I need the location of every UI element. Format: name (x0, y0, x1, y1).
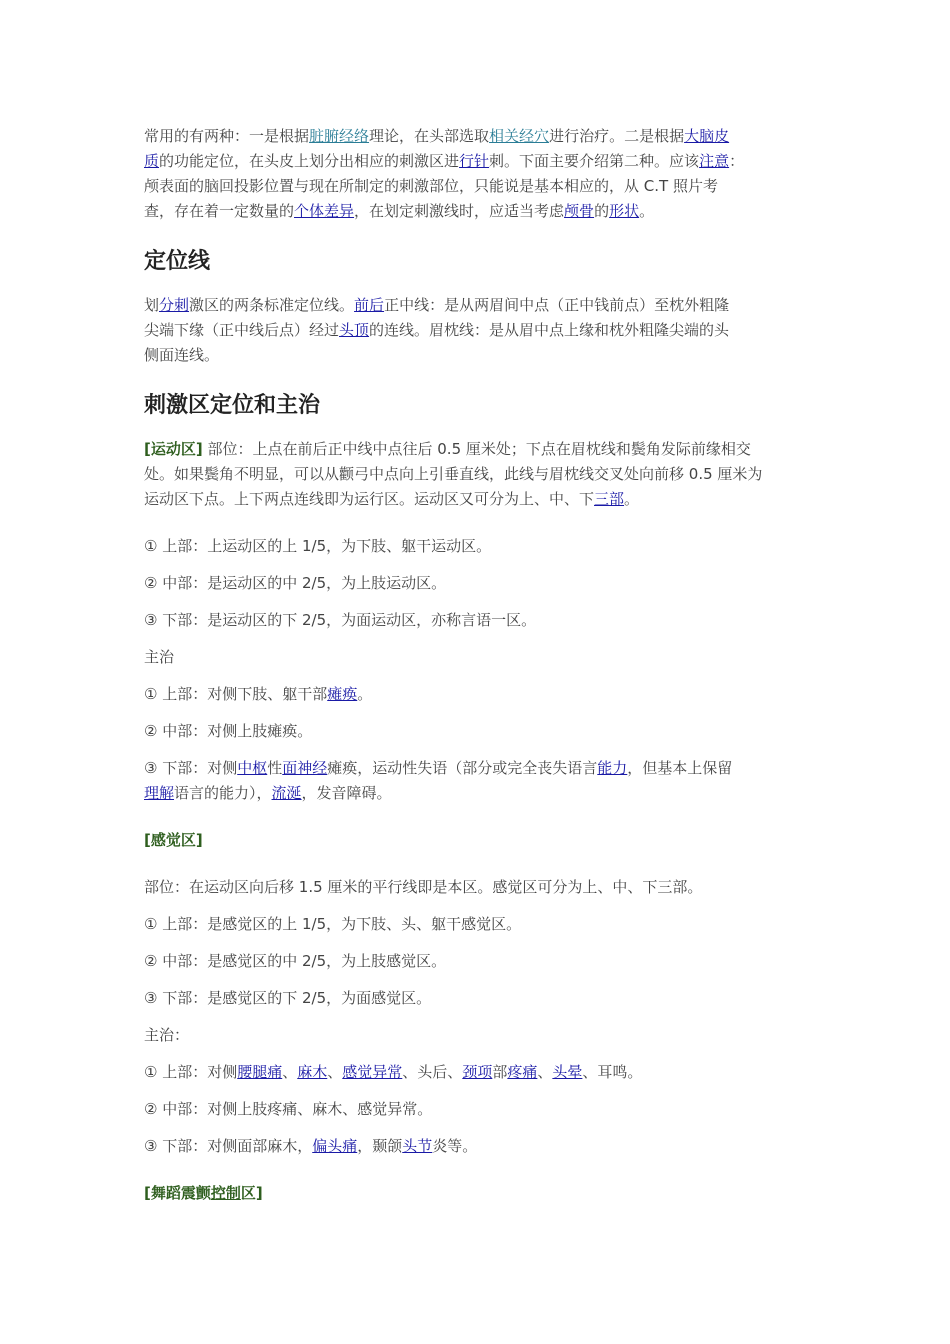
yundong-zhuzhi-1: ① 上部：对侧下肢、躯干部瘫痪。 (144, 685, 373, 703)
ganjue-line-1: 部位：在运动区向后移 1.5 厘米的平行线即是本区。感觉区可分为上、中、下三部。 (144, 878, 703, 896)
link-lijie[interactable]: 理解 (144, 784, 175, 802)
link-touyun[interactable]: 头晕 (552, 1063, 583, 1081)
yundong-tag: [运动区] (144, 440, 203, 458)
link-zangfu-jingluo[interactable]: 脏腑经络 (309, 127, 370, 145)
dwx-line-2: 尖端下缘（正中线后点）经过头顶的连线。眉枕线：是从眉中点上缘和枕外粗隆尖端的头 (144, 321, 730, 339)
heading-dingweixian: 定位线 (144, 249, 211, 274)
link-qianhou[interactable]: 前后 (354, 296, 385, 314)
link-yaotuitong[interactable]: 腰腿痛 (237, 1063, 283, 1081)
yundong-zhuzhi-3-cont: 理解语言的能力），流涎，发音障碍。 (144, 784, 392, 802)
intro-line-3: 颅表面的脑回投影位置与现在所制定的刺激部位，只能说是基本相应的，从 C.T 照片考 (144, 177, 718, 195)
link-tengtong[interactable]: 疼痛 (507, 1063, 538, 1081)
link-jingxiang[interactable]: 颈项 (462, 1063, 493, 1081)
link-liuxian[interactable]: 流涎 (271, 784, 302, 802)
yundong-line-1: [运动区] 部位：上点在前后正中线中点往后 0.5 厘米处；下点在眉枕线和鬓角发际前缘相交 (144, 440, 751, 458)
link-mianshenjing[interactable]: 面神经 (282, 759, 328, 777)
intro-line-1: 常用的有两种：一是根据脏腑经络理论，在头部选取相关经穴进行治疗。二是根据大脑皮 (144, 127, 730, 145)
link-danao-pizhi[interactable]: 大脑皮 (684, 127, 730, 145)
yundong-line-3: 运动区下点。上下两点连线即为运行区。运动区又可分为上、中、下三部。 (144, 490, 640, 508)
link-xingzhuang[interactable]: 形状 (609, 202, 640, 220)
yundong-part-2: ② 中部：是运动区的中 2/5，为上肢运动区。 (144, 574, 447, 592)
link-mamu[interactable]: 麻木 (297, 1063, 328, 1081)
yundong-zhuzhi-2: ② 中部：对侧上肢瘫痪。 (144, 722, 313, 740)
link-ganjue-yichang[interactable]: 感觉异常 (342, 1063, 403, 1081)
link-geti-chayi[interactable]: 个体差异 (294, 202, 355, 220)
link-zhongshu[interactable]: 中枢 (237, 759, 268, 777)
yundong-line-2: 处。如果鬓角不明显，可以从颧弓中点向上引垂直线，此线与眉枕线交叉处向前移 0.5 厘米为 (144, 465, 763, 483)
link-tanhuan[interactable]: 瘫痪 (327, 685, 358, 703)
link-xingzhen[interactable]: 行针 (459, 152, 490, 170)
link-kongzhi[interactable]: 控制 (210, 1184, 241, 1202)
link-zhi[interactable]: 质 (144, 152, 160, 170)
link-nengli[interactable]: 能力 (597, 759, 628, 777)
link-sanbu[interactable]: 三部 (594, 490, 625, 508)
link-xiangguan-jingxue[interactable]: 相关经穴 (489, 127, 550, 145)
ganjue-zhuzhi-3: ③ 下部：对侧面部麻木，偏头痛，颞颌头节炎等。 (144, 1137, 478, 1155)
intro-line-2: 质的功能定位，在头皮上划分出相应的刺激区进行针刺。下面主要介绍第二种。应该注意： (144, 152, 745, 170)
yundong-zhuzhi-3: ③ 下部：对侧中枢性面神经瘫痪，运动性失语（部分或完全丧失语言能力，但基本上保留 (144, 759, 733, 777)
ganjue-part-2: ② 中部：是感觉区的中 2/5，为上肢感觉区。 (144, 952, 447, 970)
yundong-zhuzhi-label: 主治 (144, 648, 175, 666)
link-toujie[interactable]: 头节 (402, 1137, 433, 1155)
yundong-part-3: ③ 下部：是运动区的下 2/5，为面运动区，亦称言语一区。 (144, 611, 537, 629)
yundong-part-1: ① 上部：上运动区的上 1/5，为下肢、躯干运动区。 (144, 537, 492, 555)
ganjue-part-3: ③ 下部：是感觉区的下 2/5，为面感觉区。 (144, 989, 432, 1007)
ganjue-zhuzhi-1: ① 上部：对侧腰腿痛、麻木、感觉异常、头后、颈项部疼痛、头晕、耳鸣。 (144, 1063, 643, 1081)
dwx-line-1: 划分刺激区的两条标准定位线。前后正中线：是从两眉间中点（正中钱前点）至枕外粗隆 (144, 296, 730, 314)
link-touding[interactable]: 头顶 (339, 321, 370, 339)
wudao-tag: [舞蹈震颤控制区] (144, 1184, 263, 1202)
ganjue-zhuzhi-label: 主治： (144, 1026, 190, 1044)
link-piantoutong[interactable]: 偏头痛 (312, 1137, 358, 1155)
ganjue-part-1: ① 上部：是感觉区的上 1/5，为下肢、头、躯干感觉区。 (144, 915, 522, 933)
link-zhuyi[interactable]: 注意 (699, 152, 730, 170)
link-fenci[interactable]: 分刺 (159, 296, 190, 314)
dwx-line-3: 侧面连线。 (144, 346, 220, 364)
ganjue-tag: [感觉区] (144, 831, 203, 849)
ganjue-zhuzhi-2: ② 中部：对侧上肢疼痛、麻木、感觉异常。 (144, 1100, 433, 1118)
link-lugu[interactable]: 颅骨 (564, 202, 595, 220)
heading-cijiqu: 刺激区定位和主治 (144, 393, 321, 418)
intro-line-4: 查，存在着一定数量的个体差异，在划定刺激线时，应适当考虑颅骨的形状。 (144, 202, 655, 220)
